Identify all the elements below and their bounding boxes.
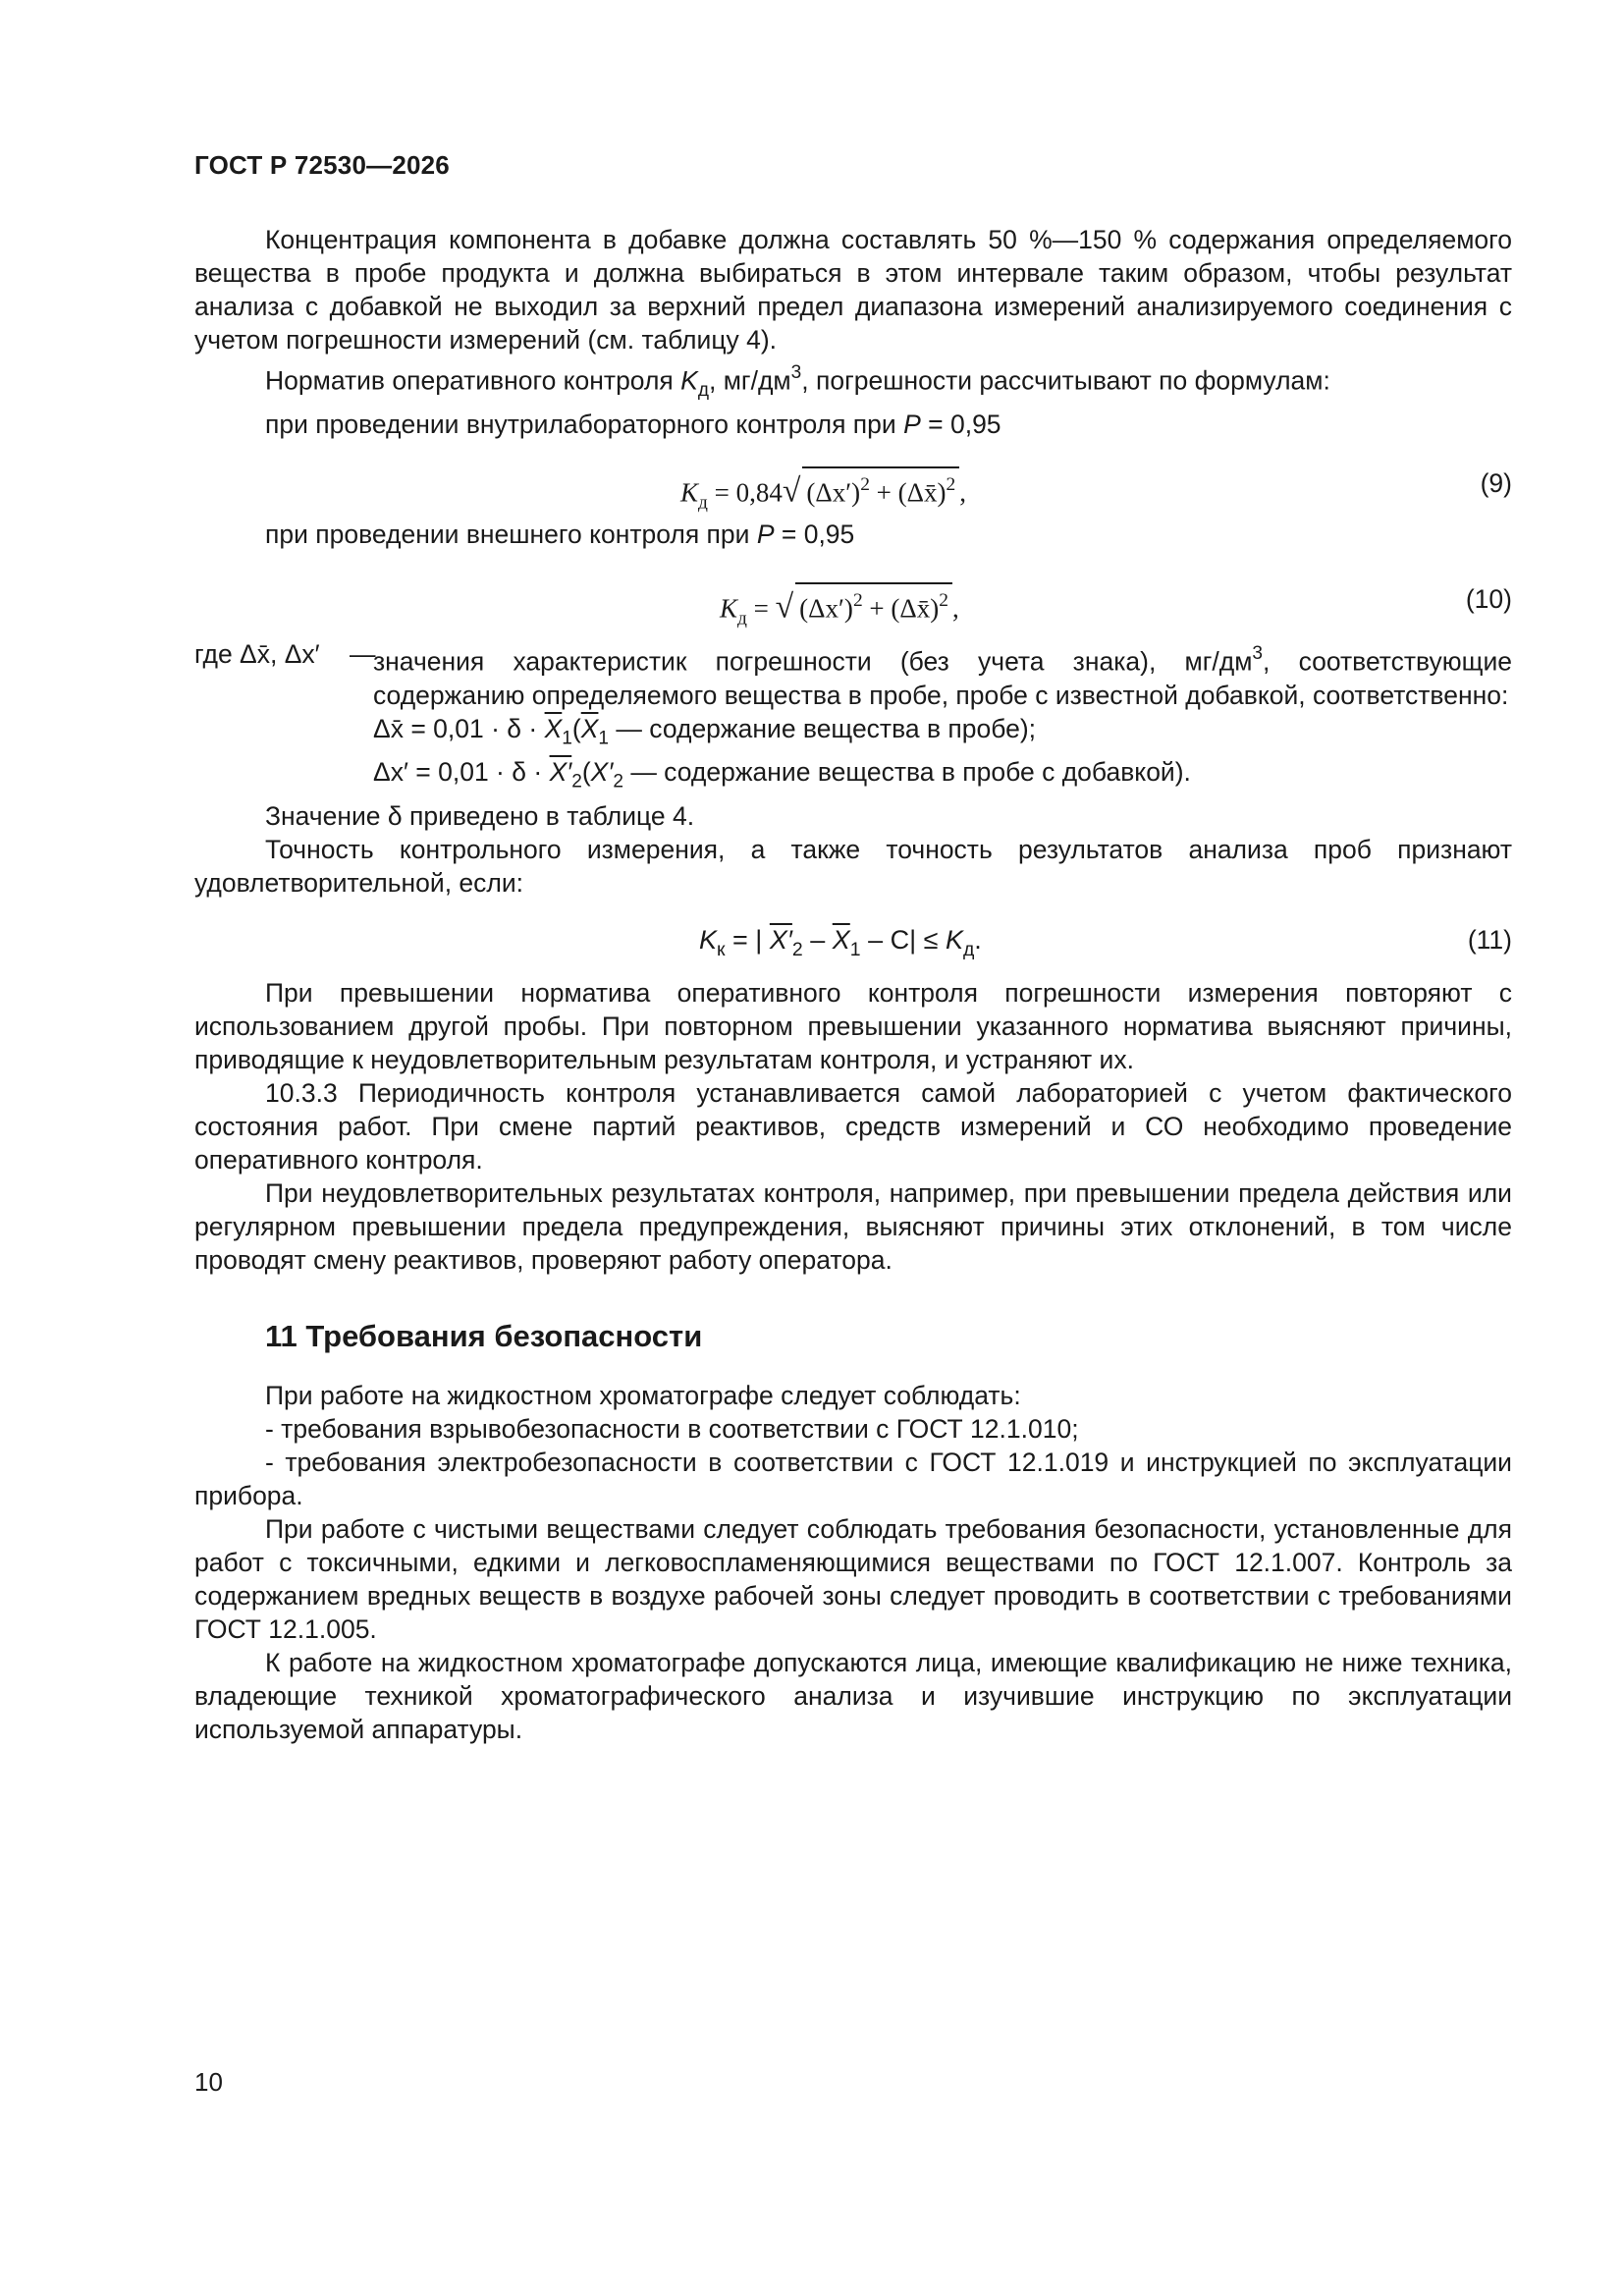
paragraph-unsatisfactory: При неудовлетворительных результатах контроля, например, при превышении предела действия или регулярном превышении предела предупреждения, выясняют причины этих отклонений, в том числе проводят смену реактивов, проверяют работу оператора. <box>194 1177 1512 1275</box>
delta-note: Значение δ приведено в таблице 4. <box>265 800 695 831</box>
formula-11-number: (11) <box>1467 924 1512 955</box>
paragraph-10-3-3: 10.3.3 Периодичность контроля устанавливается самой лабораторией с учетом фактического состояния работ. При смене партий реактивов, средств измерений и СО необходимо проведение оперативного контроля. <box>194 1077 1512 1175</box>
section-11-intro: При работе на жидкостном хроматографе следует соблюдать: <box>265 1380 1021 1410</box>
section-11-paragraph-3: К работе на жидкостном хроматографе допускаются лица, имеющие квалификацию не ниже техника, владеющие техникой хроматографического анализа и изучившие инструкцию по эксплуатации используемой аппаратуры. <box>194 1647 1512 1744</box>
where-label: где Δx̄, Δx′ <box>194 639 320 670</box>
page-number: 10 <box>194 2067 223 2097</box>
page-content <box>194 223 1512 1746</box>
formula-10-number: (10) <box>1465 584 1512 615</box>
section-11-bullet-2: - требования электробезопасности в соответствии с ГОСТ 12.1.019 и инструкцией по эксплуатации прибора. <box>194 1447 1512 1510</box>
section-11-title: 11 Требования безопасности <box>265 1318 703 1353</box>
formula-11-expression: $K_к$ = | $X'_2 - \overline{X}_1 - C| \le K_д$. <box>699 924 982 960</box>
paragraph-exceed: При превышении норматива оперативного контроля погрешности измерения повторяют с использованием другой пробы. При повторном превышении указанного норматива выясняют причины, приводящие к неудовлетворительным результатам контроля, и устраняют их. <box>194 977 1512 1074</box>
line-external-control: при проведении внешнего контроля при P = 0,95 <box>265 519 855 550</box>
formula-9 <box>194 451 1512 512</box>
paragraph-concentration: Концентрация компонента в добавке должна составлять 50 %—150 % содержания определяемого вещества в пробе продукта и должна выбираться в этом интервале таким образом, чтобы результат анализа с добавкой не выходил за верхний предел диапазона измерений анализируемого соединения с учетом погрешности измерений (см. таблицу 4). <box>194 225 1512 355</box>
paragraph-accuracy: Точность контрольного измерения, а также точность результатов анализа проб признают удовлетворительной, если: <box>194 834 1512 898</box>
where-block <box>194 637 1512 799</box>
formula-10 <box>194 567 1512 628</box>
formula-9-number: (9) <box>1480 468 1512 499</box>
document-header: ГОСТ Р 72530—2026 <box>194 150 450 180</box>
paragraph-normativ: Норматив оперативного контроля $K_д$, $мг/дм^3$, погрешности рассчитывают по формулам: <box>265 362 1330 402</box>
where-definition: — значения характеристик погрешности (без учета знака), $мг/дм^3$, соответствующие содержанию определяемого вещества в пробе, пробе с известной добавкой, соответственно: Δx̄ = $0,01 \cdot \delta \cdot \overline{X}_1(\overline{X}_1$ — содержание вещества в пробе); $\Delta x' = 0,01 \cdot \delta \cdot X'_2(X'_2$ — содержание вещества в пробе с добавкой). <box>350 639 1512 793</box>
formula-10-expression: $K_д$ = √ $(\Delta x')^2$ + (Δx̄)$^2$ , <box>720 582 959 635</box>
formula-11 <box>194 907 1512 968</box>
formula-9-expression: $K_д = 0,84√$ $(\Delta x')^2$ + (Δx̄)$^2$ , <box>680 466 966 519</box>
section-11-bullet-1: - требования взрывобезопасности в соответствии с ГОСТ 12.1.010; <box>265 1413 1079 1444</box>
line-internal-control: при проведении внутрилабораторного контроля при P = 0,95 <box>265 410 1001 440</box>
section-11-paragraph-2: При работе с чистыми веществами следует соблюдать требования безопасности, установленные для работ с токсичными, едкими и легковоспламеняющимися веществами по ГОСТ 12.1.007. Контроль за содержанием вредных веществ в воздухе рабочей зоны следует проводить в соответствии с требованиями ГОСТ 12.1.005. <box>194 1513 1512 1644</box>
